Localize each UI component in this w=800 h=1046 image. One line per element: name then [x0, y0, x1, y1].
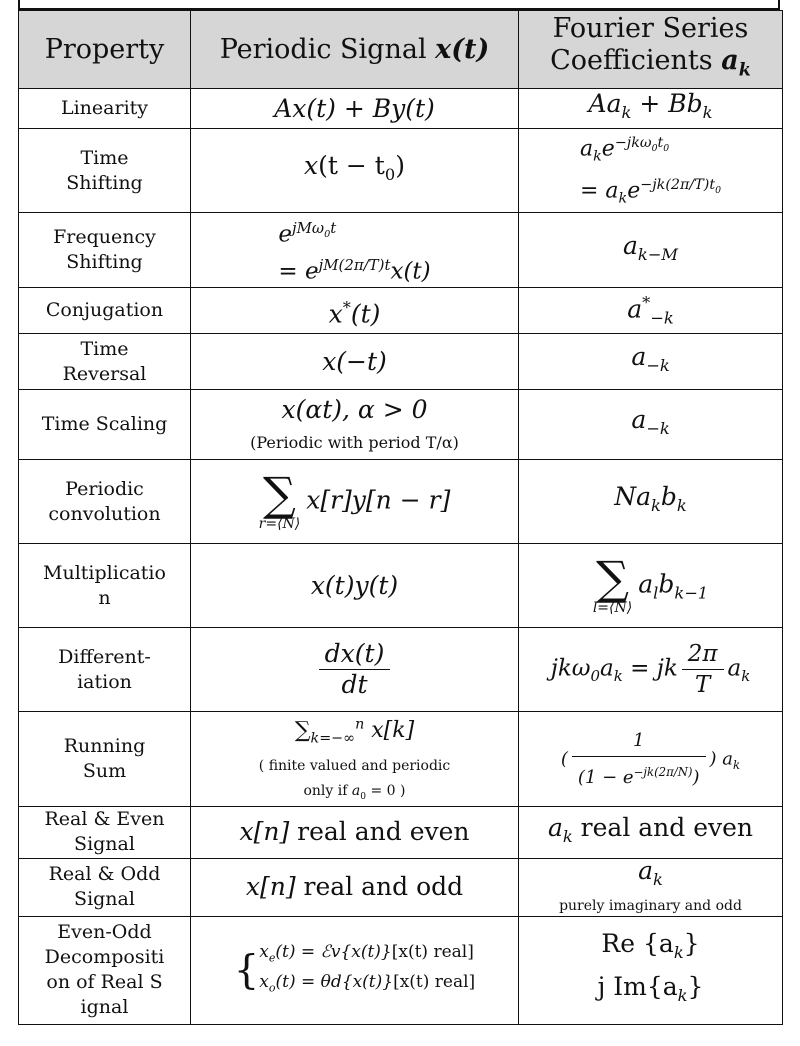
coef-real-even: $a_k$ real and even	[519, 806, 783, 858]
signal-multiplication: x(t)y(t)	[191, 544, 519, 628]
coef-frequency-shifting: $a_{k-M}$	[519, 213, 783, 288]
coef-real-odd: $a_k$ purely imaginary and odd	[519, 858, 783, 916]
coef-conjugation: $a^*_{-k}$	[519, 288, 783, 334]
property-time-shifting: Time Shifting	[19, 129, 191, 213]
coef-running-sum: ( $\frac{1}{(1 - e^{-jk(2\pi/N)})}$ ) $a_k$	[519, 712, 783, 807]
signal-periodic-convolution: ∑ r=⟨N⟩ x[r]y[n − r]	[191, 460, 519, 544]
signal-linearity: Ax(t) + By(t)	[191, 89, 519, 129]
table-row	[19, 390, 783, 460]
signal-real-odd: x[n] real and odd	[191, 858, 519, 916]
table-row	[19, 712, 783, 807]
property-time-reversal: Time Reversal	[19, 334, 191, 390]
property-periodic-convolution: Periodic convolution	[19, 460, 191, 544]
table-row	[19, 213, 783, 288]
property-differentiation: Different- iation	[19, 628, 191, 712]
property-time-scaling: Time Scaling	[19, 390, 191, 460]
header-row	[19, 11, 783, 89]
property-conjugation: Conjugation	[19, 288, 191, 334]
table-row	[19, 334, 783, 390]
header-signal: Periodic Signal x(t)	[191, 11, 519, 89]
signal-running-sum: $\sum_{k=-\infty}^n$ x[k] ( finite valued and periodic only if $a_0 = 0$ )	[191, 712, 519, 807]
table-row	[19, 916, 783, 1024]
signal-conjugation: x*(t)	[191, 288, 519, 334]
coef-even-odd: Re $\{a_k\}$ j $Im\{a_k\}$	[519, 916, 783, 1024]
coef-differentiation: $jk\omega_0a_k$ = jk $\frac{2\pi}{T}$ $a_k$	[519, 628, 783, 712]
top-strip	[18, 0, 780, 10]
coef-time-reversal: $a_{-k}$	[519, 334, 783, 390]
signal-even-odd: {$x_e(t)$ = ℰv{x(t)}[x(t) real] $x_o(t) = \theta d\{x(t)\}[x(t)$ real]	[191, 916, 519, 1024]
property-even-odd: Even-Odd Decompositi on of Real S ignal	[19, 916, 191, 1024]
coef-periodic-convolution: $Na_kb_k$	[519, 460, 783, 544]
signal-time-reversal: x(−t)	[191, 334, 519, 390]
property-linearity: Linearity	[19, 89, 191, 129]
signal-time-scaling: x(αt), α > 0 (Periodic with period T/α)	[191, 390, 519, 460]
signal-time-shifting: $x(t - t_0)$	[191, 129, 519, 213]
header-property: Property	[19, 11, 191, 89]
table-row	[19, 288, 783, 334]
table-row	[19, 544, 783, 628]
table-row	[19, 858, 783, 916]
signal-real-even: x[n] real and even	[191, 806, 519, 858]
table-row	[19, 806, 783, 858]
property-running-sum: Running Sum	[19, 712, 191, 807]
summation-symbol: ∑ r=⟨N⟩	[258, 466, 301, 532]
property-multiplication: Multiplicatio n	[19, 544, 191, 628]
property-real-even: Real & Even Signal	[19, 806, 191, 858]
coef-linearity: $Aa_k + Bb_k$	[519, 89, 783, 129]
table-row	[19, 89, 783, 129]
property-frequency-shifting: Frequency Shifting	[19, 213, 191, 288]
fourier-properties-table	[18, 10, 783, 1025]
coef-multiplication: ∑ l=⟨N⟩ $a_lb_{k-1}$	[519, 544, 783, 628]
table-row	[19, 628, 783, 712]
table-row	[19, 129, 783, 213]
property-real-odd: Real & Odd Signal	[19, 858, 191, 916]
fourier-properties-table-frame	[18, 0, 782, 1034]
table-row	[19, 460, 783, 544]
signal-differentiation: $\frac{dx(t)}{dt}$	[191, 628, 519, 712]
header-coefficients: Fourier Series Coefficients $a_k$	[519, 11, 783, 89]
summation-symbol: ∑ l=⟨N⟩	[592, 550, 633, 616]
signal-frequency-shifting: $e^{jM\omega_0t}$ = $e^{jM(2\pi/T)t}x(t)$	[191, 213, 519, 288]
coef-time-shifting: $a_ke^{-jk\omega_0t_0}$ = $a_ke^{-jk(2\pi/T)t_0}$	[519, 129, 783, 213]
coef-time-scaling: $a_{-k}$	[519, 390, 783, 460]
